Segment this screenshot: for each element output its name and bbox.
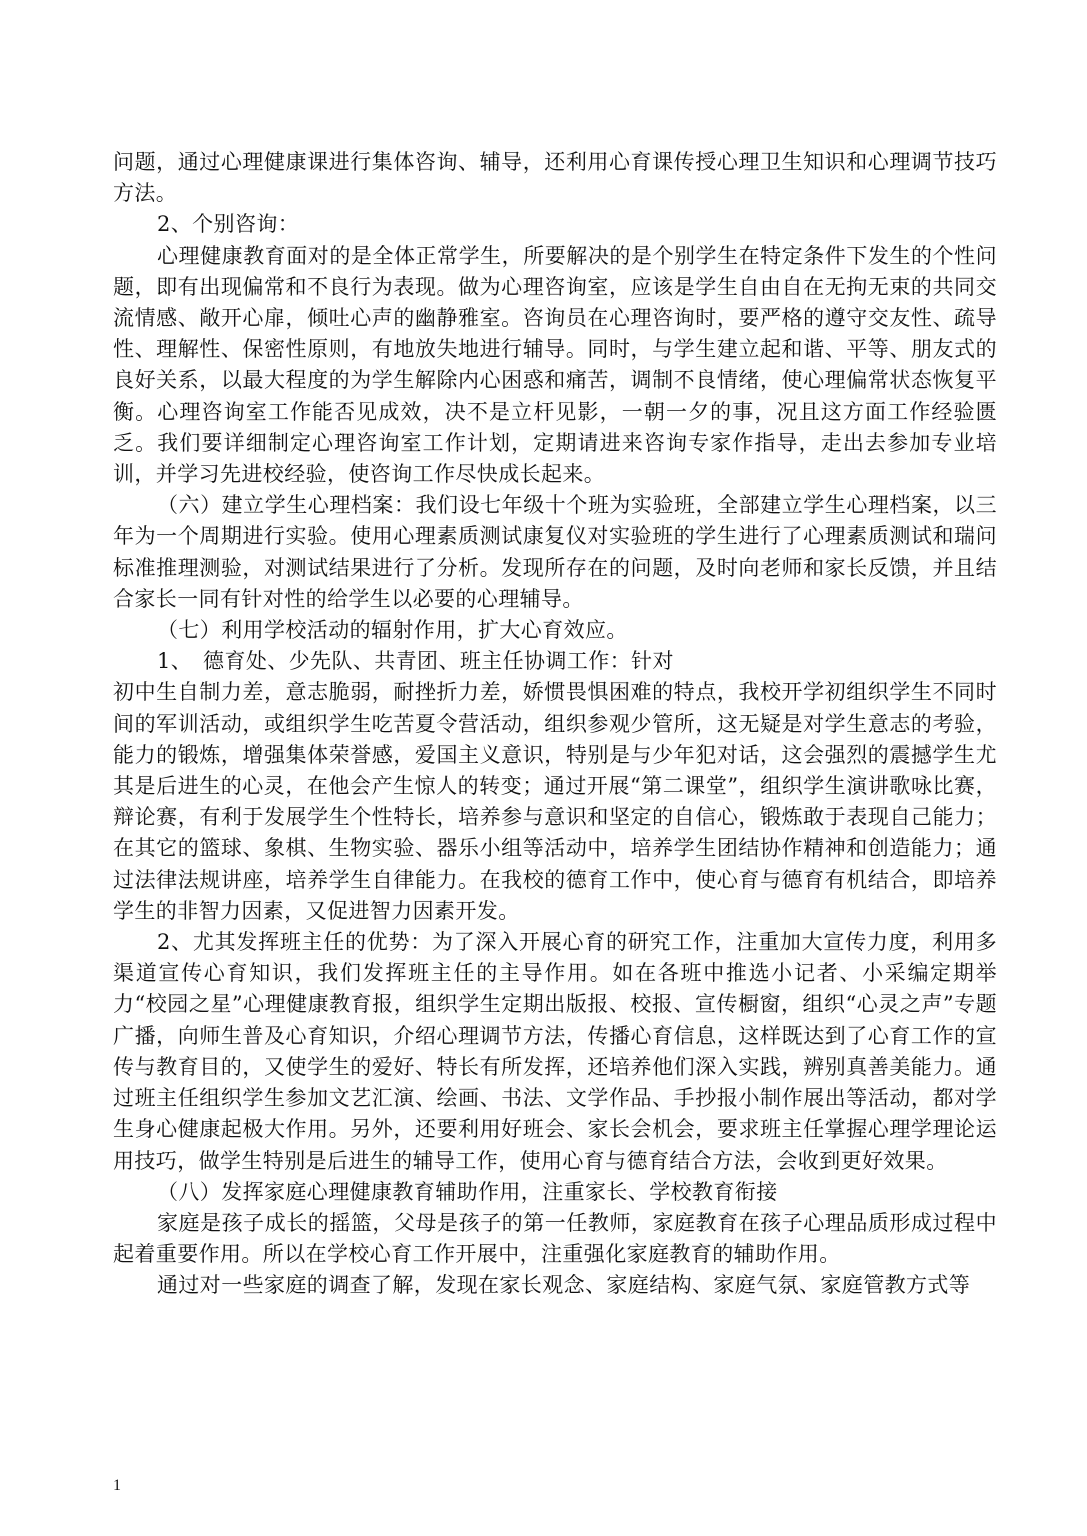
paragraph-7: 初中生自制力差，意志脆弱，耐挫折力差，娇惯畏惧困难的特点，我校开学初组织学生不同时间的军训活动，或组织学生吃苦夏令营活动，组织参观少管所，这无疑是对学生意志的考验，能力的锻炼，增强集体荣誉感，爱国主义意识，特别是与少年犯对话，这会强烈的震撼学生尤其是后进生的心灵，在他会产生惊人的转变；通过开展“第二课堂”，组织学生演讲歌咏比赛，辩论赛，有利于发展学生个性特长，培养参与意识和坚定的自信心，锻炼敢于表现自己能力；在其它的篮球、象棋、生物实验、器乐小组等活动中，培养学生团结协作精神和创造能力；通过法律法规讲座，培养学生自律能力。在我校的德育工作中，使心育与德育有机结合，即培养学生的非智力因素，又促进智力因素开发。 [113, 680, 997, 923]
paragraph-8: 2、尤其发挥班主任的优势：为了深入开展心育的研究工作，注重加大宣传力度，利用多渠道宣传心育知识，我们发挥班主任的主导作用。如在各班中推选小记者、小采编定期举力“校园之星”心理健康教育报，组织学生定期出版报、校报、宣传橱窗，组织“心灵之声”专题广播，向师生普及心育知识，介绍心理调节方法，传播心育信息，这样既达到了心育工作的宣传与教育目的，又使学生的爱好、特长有所发挥，还培养他们深入实践，辨别真善美能力。通过班主任组织学生参加文艺汇演、绘画、书法、文学作品、手抄报小制作展出等活动，都对学生身心健康起极大作用。另外，还要利用好班会、家长会机会，要求班主任掌握心理学理论运用技巧，做学生特别是后进生的辅导工作，使用心育与德育结合方法，会收到更好效果。 [113, 930, 997, 1173]
page-body [113, 147, 997, 1302]
page-number: 1 [113, 1477, 121, 1494]
paragraph-4: （六）建立学生心理档案：我们设七年级十个班为实验班，全部建立学生心理档案，以三年为一个周期进行实验。使用心理素质测试康复仪对实验班的学生进行了心理素质测试和瑞问标准推理测验，对测试结果进行了分析。发现所存在的问题，及时向老师和家长反馈，并且结合家长一同有针对性的给学生以必要的心理辅导。 [113, 493, 997, 611]
paragraph-10: 家庭是孩子成长的摇篮，父母是孩子的第一任教师，家庭教育在孩子心理品质形成过程中起着重要作用。所以在学校心育工作开展中，注重强化家庭教育的辅助作用。 [113, 1210, 997, 1267]
paragraph-5: （七）利用学校活动的辐射作用，扩大心育效应。 [157, 618, 628, 643]
paragraph-1: 问题，通过心理健康课进行集体咨询、辅导，还利用心育课传授心理卫生知识和心理调节技巧方法。 [113, 150, 997, 206]
paragraph-11: 通过对一些家庭的调查了解，发现在家长观念、家庭结构、家庭气氛、家庭管教方式等 [157, 1273, 971, 1298]
paragraph-9: （八）发挥家庭心理健康教育辅助作用，注重家长、学校教育衔接 [157, 1179, 778, 1204]
paragraph-6: 1、 德育处、少先队、共青团、班主任协调工作：针对 [157, 649, 674, 674]
paragraph-2: 2、个别咨询： [157, 212, 300, 237]
paragraph-3: 心理健康教育面对的是全体正常学生，所要解决的是个别学生在特定条件下发生的个性问题，即有出现偏常和不良行为表现。做为心理咨询室，应该是学生自由自在无拘无束的共同交流情感、敞开心扉，倾吐心声的幽静雅室。咨询员在心理咨询时，要严格的遵守交友性、疏导性、理解性、保密性原则，有地放失地进行辅导。同时，与学生建立起和谐、平等、朋友式的良好关系，以最大程度的为学生解除内心困惑和痛苦，调制不良情绪，使心理偏常状态恢复平衡。心理咨询室工作能否见成效，决不是立杆见影，一朝一夕的事，况且这方面工作经验匮乏。我们要详细制定心理咨询室工作计划，定期请进来咨询专家作指导，走出去参加专业培训，并学习先进校经验，使咨询工作尽快成长起来。 [113, 243, 997, 487]
